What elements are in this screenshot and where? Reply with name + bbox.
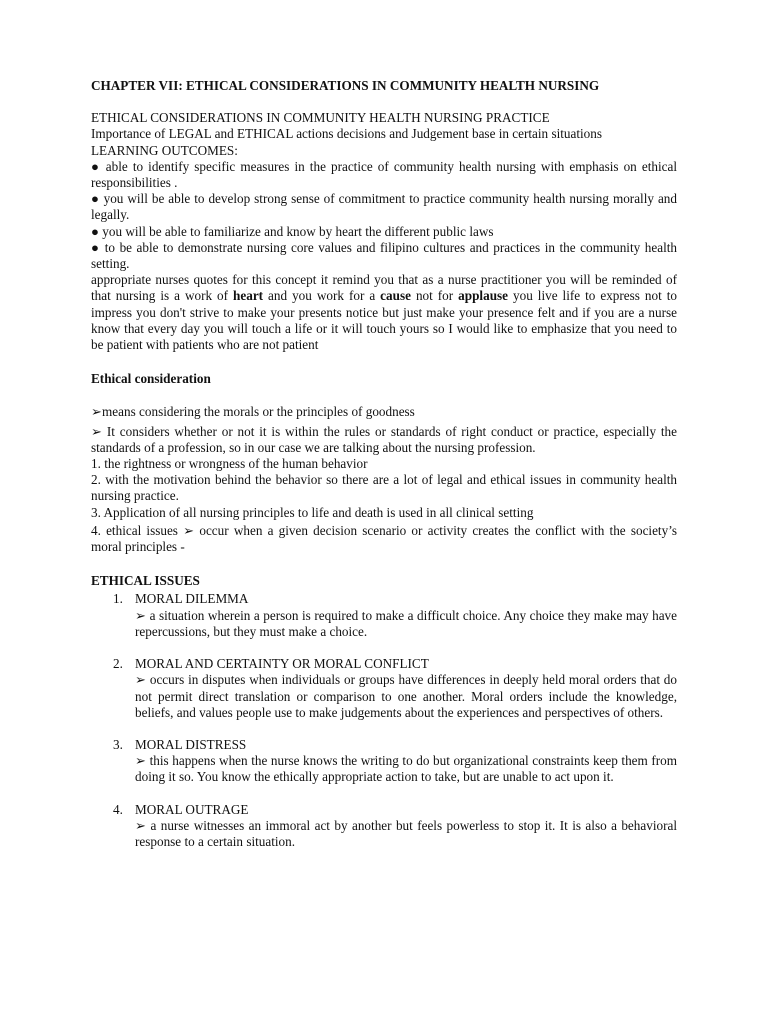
outcome-item: ● able to identify specific measures in the practice of community health nursing with emphasis on ethical responsibilities . — [91, 158, 677, 191]
issue-title: MORAL OUTRAGE — [135, 801, 249, 817]
outcome-item: ● to be able to demonstrate nursing core values and filipino cultures and practices in the community health setting. — [91, 239, 677, 272]
consideration-point: ➢ It considers whether or not it is within the rules or standards of right conduct or practice, especially the standards of a profession, so in our case we are talking about the nursing profession. — [91, 423, 677, 455]
ethical-issues-list — [91, 591, 677, 850]
issue-description: ➢ a nurse witnesses an immoral act by another but feels powerless to stop it. It is also a behavioral response to a certain situation. — [135, 817, 677, 849]
quote-emphasis-heart: heart — [233, 288, 264, 304]
document-page — [91, 78, 677, 850]
issue-description: ➢ this happens when the nurse knows the writing to do but organizational constraints keep them from doing it so. You know the ethically appropriate action to take, but are unable to act upon it. — [135, 753, 677, 785]
issue-description: ➢ occurs in disputes when individuals or groups have differences in deeply held moral orders that do not permit direct translation or comparison to one another. Moral orders include the knowledge, beliefs, and values people use to make judgements about the experiences and perspectives of others. — [135, 672, 677, 720]
consideration-point: ➢means considering the morals or the principles of goodness — [91, 404, 415, 420]
chapter-title: CHAPTER VII: ETHICAL CONSIDERATIONS IN COMMUNITY HEALTH NURSING — [91, 78, 600, 93]
ethical-issue-item — [91, 656, 677, 721]
quote-emphasis-cause: cause — [380, 288, 411, 304]
outcome-item: ● you will be able to develop strong sense of commitment to practice community health nursing morally and legally. — [91, 191, 677, 223]
issue-number: 1. — [113, 591, 123, 607]
ethical-issue-item — [91, 802, 677, 851]
consideration-numbered-item: 1. the rightness or wrongness of the human behavior — [91, 456, 368, 472]
consideration-numbered-item: 2. with the motivation behind the behavior so there are a lot of legal and ethical issues in community health nursing practice. — [91, 472, 677, 504]
issue-number: 3. — [113, 736, 123, 752]
issue-title: MORAL DILEMMA — [135, 591, 249, 607]
consideration-numbered-item: 3. Application of all nursing principles to life and death is used in all clinical setting — [91, 504, 534, 520]
quote-text: and you work for a — [263, 288, 381, 304]
ethical-consideration-heading: Ethical consideration — [91, 371, 211, 387]
quote-text: you live life to express not to impress you don't strive to make your presents notice but just make your presence felt and if you are a nurse know that every day you will touch a life or it will touch yours so I would like to emphasize that you need to be patient with patients who are not patient — [91, 288, 678, 353]
quote-text: not for — [410, 288, 459, 304]
issue-title: MORAL DISTRESS — [135, 736, 247, 752]
consideration-numbered-item: 4. ethical issues ➢ occur when a given decision scenario or activity creates the conflict with the society’s moral principles - — [91, 522, 677, 555]
nurse-quote-paragraph — [91, 272, 677, 353]
ethical-issue-item — [91, 591, 677, 640]
issue-number: 2. — [113, 656, 123, 672]
importance-line: Importance of LEGAL and ETHICAL actions decisions and Judgement base in certain situations — [91, 126, 602, 142]
ethical-issues-heading: ETHICAL ISSUES — [91, 573, 200, 589]
spacer — [91, 387, 677, 404]
issue-description: ➢ a situation wherein a person is required to make a difficult choice. Any choice they make may have repercussions, but they must make a choice. — [135, 607, 677, 639]
ethical-issue-item — [91, 737, 677, 786]
outcome-item: ● you will be able to familiarize and know by heart the different public laws — [91, 223, 494, 239]
issue-title: MORAL AND CERTAINTY OR MORAL CONFLICT — [135, 656, 429, 672]
issue-number: 4. — [113, 801, 123, 817]
quote-emphasis-applause: applause — [458, 288, 509, 304]
quote-text: appropriate nurses quotes for this concept it remind you that as a nurse practitioner you will be reminded of that nursing is a work of — [91, 272, 677, 304]
learning-outcomes-label: LEARNING OUTCOMES: — [91, 142, 238, 158]
intro-heading: ETHICAL CONSIDERATIONS IN COMMUNITY HEALTH NURSING PRACTICE — [91, 110, 550, 126]
